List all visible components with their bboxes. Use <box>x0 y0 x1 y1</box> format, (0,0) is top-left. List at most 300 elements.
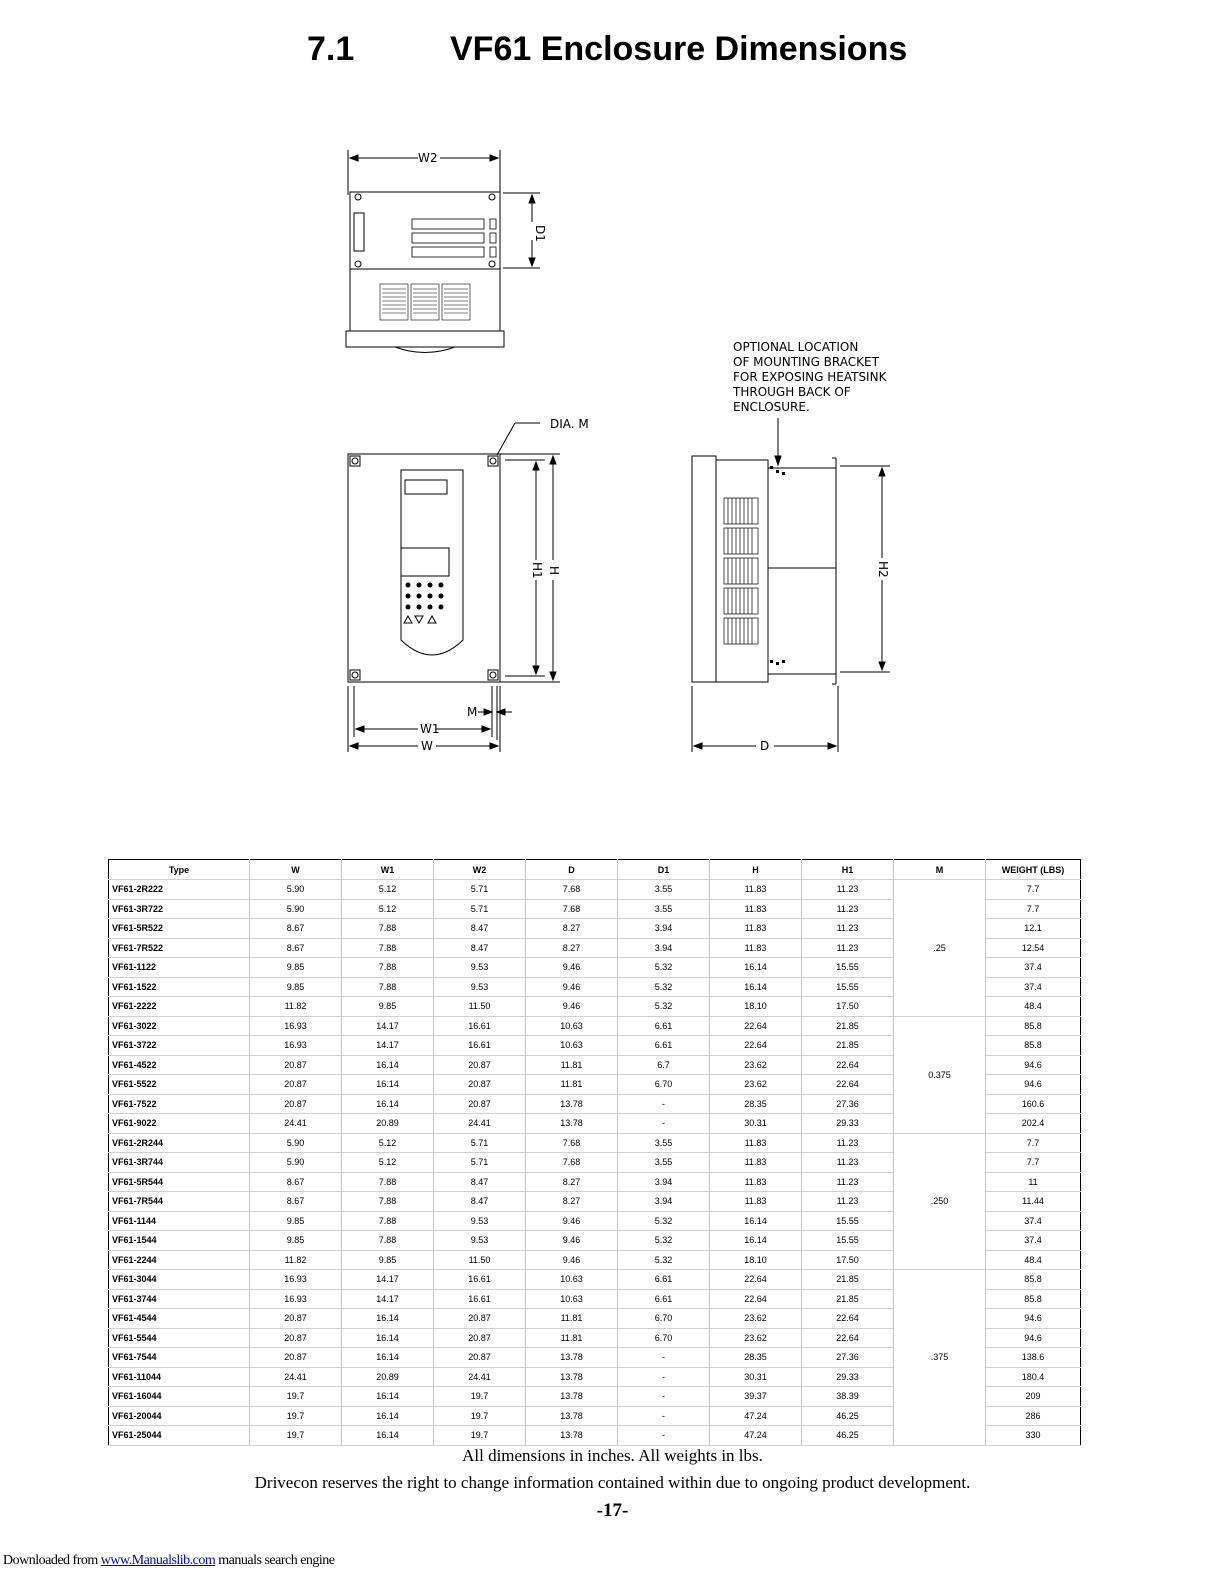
dimension-cell: 17.50 <box>802 1250 894 1270</box>
dimension-cell: 16.14 <box>342 1309 434 1329</box>
dimension-cell: 5.32 <box>618 997 710 1017</box>
dimension-cell: 22.64 <box>802 1075 894 1095</box>
dimension-cell: 5.32 <box>618 1231 710 1251</box>
dimension-cell: 24.41 <box>250 1367 342 1387</box>
mounting-hole-m-cell: .375 <box>894 1270 986 1446</box>
dimension-cell: 15.55 <box>802 1211 894 1231</box>
dimension-cell: 7.88 <box>342 1211 434 1231</box>
dimension-cell: 22.64 <box>710 1016 802 1036</box>
dimension-cell: - <box>618 1348 710 1368</box>
dimension-cell: 8.67 <box>250 1172 342 1192</box>
dimension-cell: 27.36 <box>802 1094 894 1114</box>
bracket-note-line-5: ENCLOSURE. <box>733 400 810 414</box>
dimension-cell: 21.85 <box>802 1036 894 1056</box>
dimension-cell: 3.94 <box>618 1172 710 1192</box>
dimension-cell: 19.7 <box>250 1426 342 1446</box>
top-view <box>346 150 547 353</box>
model-type-cell: VF61-3R744 <box>109 1153 250 1173</box>
dimension-cell: 15.55 <box>802 958 894 978</box>
dimension-cell: 20.87 <box>250 1309 342 1329</box>
dimension-cell: 11.81 <box>526 1309 618 1329</box>
weight-cell: 7.7 <box>986 1153 1081 1173</box>
bracket-note-line-1: OPTIONAL LOCATION <box>733 340 859 354</box>
dimension-cell: 5.12 <box>342 1153 434 1173</box>
dimension-cell: 8.67 <box>250 938 342 958</box>
table-row <box>109 1270 1081 1290</box>
dimension-cell: 13.78 <box>526 1406 618 1426</box>
dimension-cell: 39.37 <box>710 1387 802 1407</box>
dimension-cell: 20.87 <box>434 1309 526 1329</box>
download-footer <box>3 1553 335 1569</box>
dimension-cell: 18.10 <box>710 1250 802 1270</box>
dimension-cell: 20.87 <box>250 1328 342 1348</box>
dimension-cell: 22.64 <box>802 1328 894 1348</box>
dimension-cell: 29.33 <box>802 1367 894 1387</box>
dimension-cell: 16.93 <box>250 1016 342 1036</box>
dimension-cell: 11.82 <box>250 997 342 1017</box>
model-type-cell: VF61-16044 <box>109 1387 250 1407</box>
label-dia-m: DIA. M <box>550 417 589 431</box>
weight-cell: 85.8 <box>986 1036 1081 1056</box>
table-row <box>109 1016 1081 1036</box>
dimension-cell: 7.68 <box>526 899 618 919</box>
dimension-cell: 20.87 <box>434 1328 526 1348</box>
disclaimer-note: Drivecon reserves the right to change information contained within due to ongoing product development. <box>254 1473 971 1492</box>
dimension-cell: 11.23 <box>802 1192 894 1212</box>
page-number: -17- <box>596 1500 629 1521</box>
dimension-cell: 11.83 <box>710 1153 802 1173</box>
dimension-cell: 21.85 <box>802 1270 894 1290</box>
label-h: H <box>547 566 561 576</box>
dimension-cell: 19.7 <box>434 1426 526 1446</box>
front-view <box>348 417 589 753</box>
model-type-cell: VF61-4522 <box>109 1055 250 1075</box>
dimension-cell: 11.81 <box>526 1075 618 1095</box>
dimension-cell: 30.31 <box>710 1367 802 1387</box>
dimension-cell: 5.90 <box>250 899 342 919</box>
model-type-cell: VF61-1522 <box>109 977 250 997</box>
dimension-cell: 6.61 <box>618 1270 710 1290</box>
dimension-cell: 6.70 <box>618 1328 710 1348</box>
col-header-w1: W1 <box>342 860 434 880</box>
model-type-cell: VF61-2R222 <box>109 880 250 900</box>
dimension-cell: 16.93 <box>250 1270 342 1290</box>
units-note: All dimensions in inches. All weights in lbs. <box>462 1446 763 1465</box>
weight-cell: 286 <box>986 1406 1081 1426</box>
footer-suffix: manuals search engine <box>215 1553 335 1568</box>
dimension-cell: 16.14 <box>342 1055 434 1075</box>
dimension-cell: 3.94 <box>618 919 710 939</box>
col-header-w: W <box>250 860 342 880</box>
dimension-cell: 16.14 <box>710 958 802 978</box>
dimension-cell: 7.68 <box>526 880 618 900</box>
model-type-cell: VF61-5R522 <box>109 919 250 939</box>
weight-cell: 48.4 <box>986 1250 1081 1270</box>
label-m: M <box>467 705 478 719</box>
weight-cell: 94.6 <box>986 1075 1081 1095</box>
dimension-cell: 7.68 <box>526 1133 618 1153</box>
model-type-cell: VF61-2222 <box>109 997 250 1017</box>
dimension-cell: 38.39 <box>802 1387 894 1407</box>
dimension-cell: 13.78 <box>526 1348 618 1368</box>
mounting-hole-m-cell: 0.375 <box>894 1016 986 1133</box>
dimension-cell: 16.61 <box>434 1036 526 1056</box>
dimension-cell: 5.71 <box>434 1133 526 1153</box>
dimension-cell: 23.62 <box>710 1055 802 1075</box>
dimension-cell: 14.17 <box>342 1270 434 1290</box>
dimension-cell: 20.89 <box>342 1367 434 1387</box>
dimension-cell: 5.71 <box>434 899 526 919</box>
dimension-cell: 11.23 <box>802 919 894 939</box>
dimension-cell: 11.50 <box>434 997 526 1017</box>
side-view <box>692 340 890 753</box>
dimension-cell: 20.89 <box>342 1114 434 1134</box>
dimension-cell: 16.61 <box>434 1289 526 1309</box>
dimension-cell: 20.87 <box>434 1075 526 1095</box>
dimension-cell: 11.23 <box>802 1133 894 1153</box>
dimension-cell: 11.82 <box>250 1250 342 1270</box>
dimension-cell: 9.53 <box>434 958 526 978</box>
dimension-cell: - <box>618 1094 710 1114</box>
dimension-cell: 23.62 <box>710 1328 802 1348</box>
weight-cell: 94.6 <box>986 1055 1081 1075</box>
dimension-cell: 28.35 <box>710 1348 802 1368</box>
weight-cell: 37.4 <box>986 958 1081 978</box>
dimension-cell: 8.27 <box>526 938 618 958</box>
dimension-cell: 5.12 <box>342 880 434 900</box>
weight-cell: 94.6 <box>986 1328 1081 1348</box>
dimension-cell: 21.85 <box>802 1289 894 1309</box>
dimension-cell: 3.94 <box>618 1192 710 1212</box>
weight-cell: 85.8 <box>986 1289 1081 1309</box>
dimension-cell: 9.85 <box>342 1250 434 1270</box>
dimension-cell: 23.62 <box>710 1309 802 1329</box>
dimension-cell: 11.83 <box>710 899 802 919</box>
dimension-cell: 24.41 <box>250 1114 342 1134</box>
dimension-cell: 5.12 <box>342 1133 434 1153</box>
dimension-cell: 15.55 <box>802 977 894 997</box>
table-header <box>109 860 1081 880</box>
col-header-weight: WEIGHT (LBS) <box>986 860 1081 880</box>
dimension-cell: 16.14 <box>342 1387 434 1407</box>
mounting-hole-m-cell: .25 <box>894 880 986 1017</box>
dimension-cell: 30.31 <box>710 1114 802 1134</box>
model-type-cell: VF61-9022 <box>109 1114 250 1134</box>
weight-cell: 330 <box>986 1426 1081 1446</box>
weight-cell: 12.1 <box>986 919 1081 939</box>
label-w: W <box>421 739 433 753</box>
bracket-note-line-3: FOR EXPOSING HEATSINK <box>733 370 887 384</box>
dimension-cell: 7.88 <box>342 1231 434 1251</box>
model-type-cell: VF61-5R544 <box>109 1172 250 1192</box>
model-type-cell: VF61-4544 <box>109 1309 250 1329</box>
dimension-cell: 9.46 <box>526 1231 618 1251</box>
dimension-cell: 17.50 <box>802 997 894 1017</box>
dimension-cell: 5.71 <box>434 880 526 900</box>
dimension-cell: - <box>618 1114 710 1134</box>
dimension-cell: 5.32 <box>618 958 710 978</box>
model-type-cell: VF61-2R244 <box>109 1133 250 1153</box>
dimension-cell: 8.47 <box>434 938 526 958</box>
dimension-cell: 9.53 <box>434 1211 526 1231</box>
dimension-cell: 3.94 <box>618 938 710 958</box>
weight-cell: 37.4 <box>986 1211 1081 1231</box>
table-row <box>109 880 1081 900</box>
dimension-cell: 7.88 <box>342 1192 434 1212</box>
model-type-cell: VF61-5522 <box>109 1075 250 1095</box>
dimension-cell: 11.83 <box>710 938 802 958</box>
model-type-cell: VF61-1144 <box>109 1211 250 1231</box>
weight-cell: 7.7 <box>986 1133 1081 1153</box>
model-type-cell: VF61-1122 <box>109 958 250 978</box>
dimension-cell: 11.81 <box>526 1328 618 1348</box>
dimension-cell: 8.67 <box>250 1192 342 1212</box>
dimension-cell: 7.88 <box>342 977 434 997</box>
bracket-note-line-2: OF MOUNTING BRACKET <box>733 355 879 369</box>
weight-cell: 209 <box>986 1387 1081 1407</box>
dimension-cell: 6.61 <box>618 1016 710 1036</box>
dimensions-table <box>108 859 1081 1446</box>
dimension-cell: 13.78 <box>526 1367 618 1387</box>
model-type-cell: VF61-3722 <box>109 1036 250 1056</box>
dimension-cell: 16.14 <box>342 1094 434 1114</box>
dimension-cell: 9.46 <box>526 997 618 1017</box>
dimension-cell: 16.14 <box>342 1406 434 1426</box>
dimension-cell: 15.55 <box>802 1231 894 1251</box>
dimension-cell: 9.46 <box>526 958 618 978</box>
label-h1: H1 <box>530 562 544 579</box>
dimension-cell: 11.23 <box>802 880 894 900</box>
dimension-cell: 5.90 <box>250 880 342 900</box>
model-type-cell: VF61-7522 <box>109 1094 250 1114</box>
col-header-h1: H1 <box>802 860 894 880</box>
dimension-cell: 6.61 <box>618 1289 710 1309</box>
dimension-cell: 6.7 <box>618 1055 710 1075</box>
dimension-cell: 11.83 <box>710 880 802 900</box>
dimension-cell: 22.64 <box>710 1036 802 1056</box>
model-type-cell: VF61-3744 <box>109 1289 250 1309</box>
dimension-cell: 9.46 <box>526 977 618 997</box>
col-header-d1: D1 <box>618 860 710 880</box>
model-type-cell: VF61-7R522 <box>109 938 250 958</box>
section-number: 7.1 <box>307 30 355 68</box>
bracket-note-line-4: THROUGH BACK OF <box>733 385 851 399</box>
dimension-cell: 16.93 <box>250 1289 342 1309</box>
dimension-cell: 13.78 <box>526 1387 618 1407</box>
dimension-cell: 16.14 <box>342 1426 434 1446</box>
label-w1: W1 <box>420 722 440 736</box>
dimension-cell: 14.17 <box>342 1016 434 1036</box>
weight-cell: 85.8 <box>986 1270 1081 1290</box>
dimension-cell: 16.14 <box>342 1348 434 1368</box>
col-header-w2: W2 <box>434 860 526 880</box>
dimension-cell: 20.87 <box>434 1348 526 1368</box>
model-type-cell: VF61-25044 <box>109 1426 250 1446</box>
dimension-cell: 5.90 <box>250 1133 342 1153</box>
dimension-cell: 14.17 <box>342 1036 434 1056</box>
dimension-cell: 7.88 <box>342 919 434 939</box>
dimension-cell: 18.10 <box>710 997 802 1017</box>
dimension-cell: 20.87 <box>250 1055 342 1075</box>
dimension-cell: 6.61 <box>618 1036 710 1056</box>
model-type-cell: VF61-3044 <box>109 1270 250 1290</box>
dimension-cell: 9.53 <box>434 977 526 997</box>
dimension-cell: 16.14 <box>710 1231 802 1251</box>
dimension-cell: 24.41 <box>434 1114 526 1134</box>
dimension-cell: 9.85 <box>342 997 434 1017</box>
dimension-cell: 28.35 <box>710 1094 802 1114</box>
dimension-cell: - <box>618 1367 710 1387</box>
model-type-cell: VF61-11044 <box>109 1367 250 1387</box>
dimension-cell: 6.70 <box>618 1309 710 1329</box>
manualslib-link[interactable]: www.Manualslib.com <box>100 1553 216 1568</box>
dimension-cell: 11.23 <box>802 938 894 958</box>
dimension-cell: 47.24 <box>710 1426 802 1446</box>
weight-cell: 138.6 <box>986 1348 1081 1368</box>
dimension-cell: 46.25 <box>802 1406 894 1426</box>
dimension-cell: 11.83 <box>710 1172 802 1192</box>
dimension-cell: 20.87 <box>250 1075 342 1095</box>
dimension-cell: 19.7 <box>250 1406 342 1426</box>
dimension-cell: 3.55 <box>618 880 710 900</box>
dimension-cell: 8.27 <box>526 919 618 939</box>
dimension-cell: 16.14 <box>342 1328 434 1348</box>
dimension-cell: 5.32 <box>618 1250 710 1270</box>
weight-cell: 37.4 <box>986 977 1081 997</box>
dimension-cell: 47.24 <box>710 1406 802 1426</box>
weight-cell: 202.4 <box>986 1114 1081 1134</box>
dimension-cell: 10.63 <box>526 1036 618 1056</box>
dimension-cell: - <box>618 1426 710 1446</box>
dimension-cell: 9.46 <box>526 1250 618 1270</box>
dimension-cell: 29.33 <box>802 1114 894 1134</box>
dimension-cell: 24.41 <box>434 1367 526 1387</box>
dimension-cell: 8.47 <box>434 919 526 939</box>
dimension-cell: 9.85 <box>250 958 342 978</box>
dimension-cell: 7.88 <box>342 1172 434 1192</box>
weight-cell: 94.6 <box>986 1309 1081 1329</box>
dimension-cell: 7.68 <box>526 1153 618 1173</box>
dimension-cell: 5.12 <box>342 899 434 919</box>
footer-prefix: Downloaded from <box>3 1553 101 1568</box>
dimension-cell: 19.7 <box>434 1406 526 1426</box>
dimension-cell: 19.7 <box>250 1387 342 1407</box>
weight-cell: 160.6 <box>986 1094 1081 1114</box>
dimension-cell: - <box>618 1406 710 1426</box>
col-header-d: D <box>526 860 618 880</box>
dimension-cell: 14.17 <box>342 1289 434 1309</box>
label-d1: D1 <box>533 225 547 242</box>
dimension-cell: 10.63 <box>526 1270 618 1290</box>
model-type-cell: VF61-1544 <box>109 1231 250 1251</box>
dimension-cell: 3.55 <box>618 1133 710 1153</box>
dimension-cell: 20.87 <box>250 1348 342 1368</box>
weight-cell: 7.7 <box>986 880 1081 900</box>
dimension-cell: 11.83 <box>710 1133 802 1153</box>
dimension-cell: 20.87 <box>250 1094 342 1114</box>
dimension-cell: 16.61 <box>434 1270 526 1290</box>
dimension-cell: 16.14 <box>342 1075 434 1095</box>
dimension-cell: 6.70 <box>618 1075 710 1095</box>
col-header-type: Type <box>109 860 250 880</box>
dimension-cell: 46.25 <box>802 1426 894 1446</box>
dimension-cell: - <box>618 1387 710 1407</box>
dimension-cell: 9.46 <box>526 1211 618 1231</box>
dimension-cell: 11.83 <box>710 1192 802 1212</box>
dimension-cell: 8.47 <box>434 1192 526 1212</box>
model-type-cell: VF61-20044 <box>109 1406 250 1426</box>
col-header-h: H <box>710 860 802 880</box>
weight-cell: 85.8 <box>986 1016 1081 1036</box>
dimension-cell: 5.32 <box>618 1211 710 1231</box>
weight-cell: 12.54 <box>986 938 1081 958</box>
dimension-cell: 11.81 <box>526 1055 618 1075</box>
model-type-cell: VF61-3022 <box>109 1016 250 1036</box>
model-type-cell: VF61-5544 <box>109 1328 250 1348</box>
dimension-cell: 10.63 <box>526 1016 618 1036</box>
weight-cell: 11.44 <box>986 1192 1081 1212</box>
table-row <box>109 1133 1081 1153</box>
weight-cell: 37.4 <box>986 1231 1081 1251</box>
dimension-cell: 5.32 <box>618 977 710 997</box>
dimension-cell: 16.14 <box>710 977 802 997</box>
dimension-cell: 8.47 <box>434 1172 526 1192</box>
dimension-cell: 9.85 <box>250 1231 342 1251</box>
weight-cell: 48.4 <box>986 997 1081 1017</box>
dimension-cell: 7.88 <box>342 938 434 958</box>
dimension-cell: 3.55 <box>618 1153 710 1173</box>
weight-cell: 7.7 <box>986 899 1081 919</box>
dimension-cell: 13.78 <box>526 1094 618 1114</box>
dimension-cell: 5.71 <box>434 1153 526 1173</box>
dimension-cell: 11.23 <box>802 1153 894 1173</box>
dimension-cell: 20.87 <box>434 1094 526 1114</box>
dimension-cell: 16.93 <box>250 1036 342 1056</box>
dimension-cell: 22.64 <box>802 1055 894 1075</box>
dimension-cell: 22.64 <box>710 1289 802 1309</box>
dimension-cell: 10.63 <box>526 1289 618 1309</box>
label-h2: H2 <box>876 561 890 578</box>
section-title: VF61 Enclosure Dimensions <box>450 30 908 68</box>
dimension-cell: 13.78 <box>526 1114 618 1134</box>
dimension-cell: 21.85 <box>802 1016 894 1036</box>
dimension-cell: 20.87 <box>434 1055 526 1075</box>
dimension-cell: 8.67 <box>250 919 342 939</box>
dimension-cell: 11.23 <box>802 1172 894 1192</box>
dimension-cell: 27.36 <box>802 1348 894 1368</box>
dimension-cell: 7.88 <box>342 958 434 978</box>
weight-cell: 11 <box>986 1172 1081 1192</box>
dimension-cell: 19.7 <box>434 1387 526 1407</box>
dimension-cell: 9.85 <box>250 1211 342 1231</box>
dimension-cell: 11.50 <box>434 1250 526 1270</box>
dimension-cell: 22.64 <box>710 1270 802 1290</box>
dimension-cell: 8.27 <box>526 1172 618 1192</box>
model-type-cell: VF61-7R544 <box>109 1192 250 1212</box>
model-type-cell: VF61-2244 <box>109 1250 250 1270</box>
label-w2: W2 <box>418 151 438 165</box>
mounting-hole-m-cell: .250 <box>894 1133 986 1270</box>
label-d: D <box>760 739 770 753</box>
model-type-cell: VF61-3R722 <box>109 899 250 919</box>
weight-cell: 180.4 <box>986 1367 1081 1387</box>
dimension-cell: 23.62 <box>710 1075 802 1095</box>
dimension-cell: 9.85 <box>250 977 342 997</box>
dimension-cell: 11.23 <box>802 899 894 919</box>
col-header-m: M <box>894 860 986 880</box>
dimension-cell: 13.78 <box>526 1426 618 1446</box>
dimension-cell: 16.14 <box>710 1211 802 1231</box>
